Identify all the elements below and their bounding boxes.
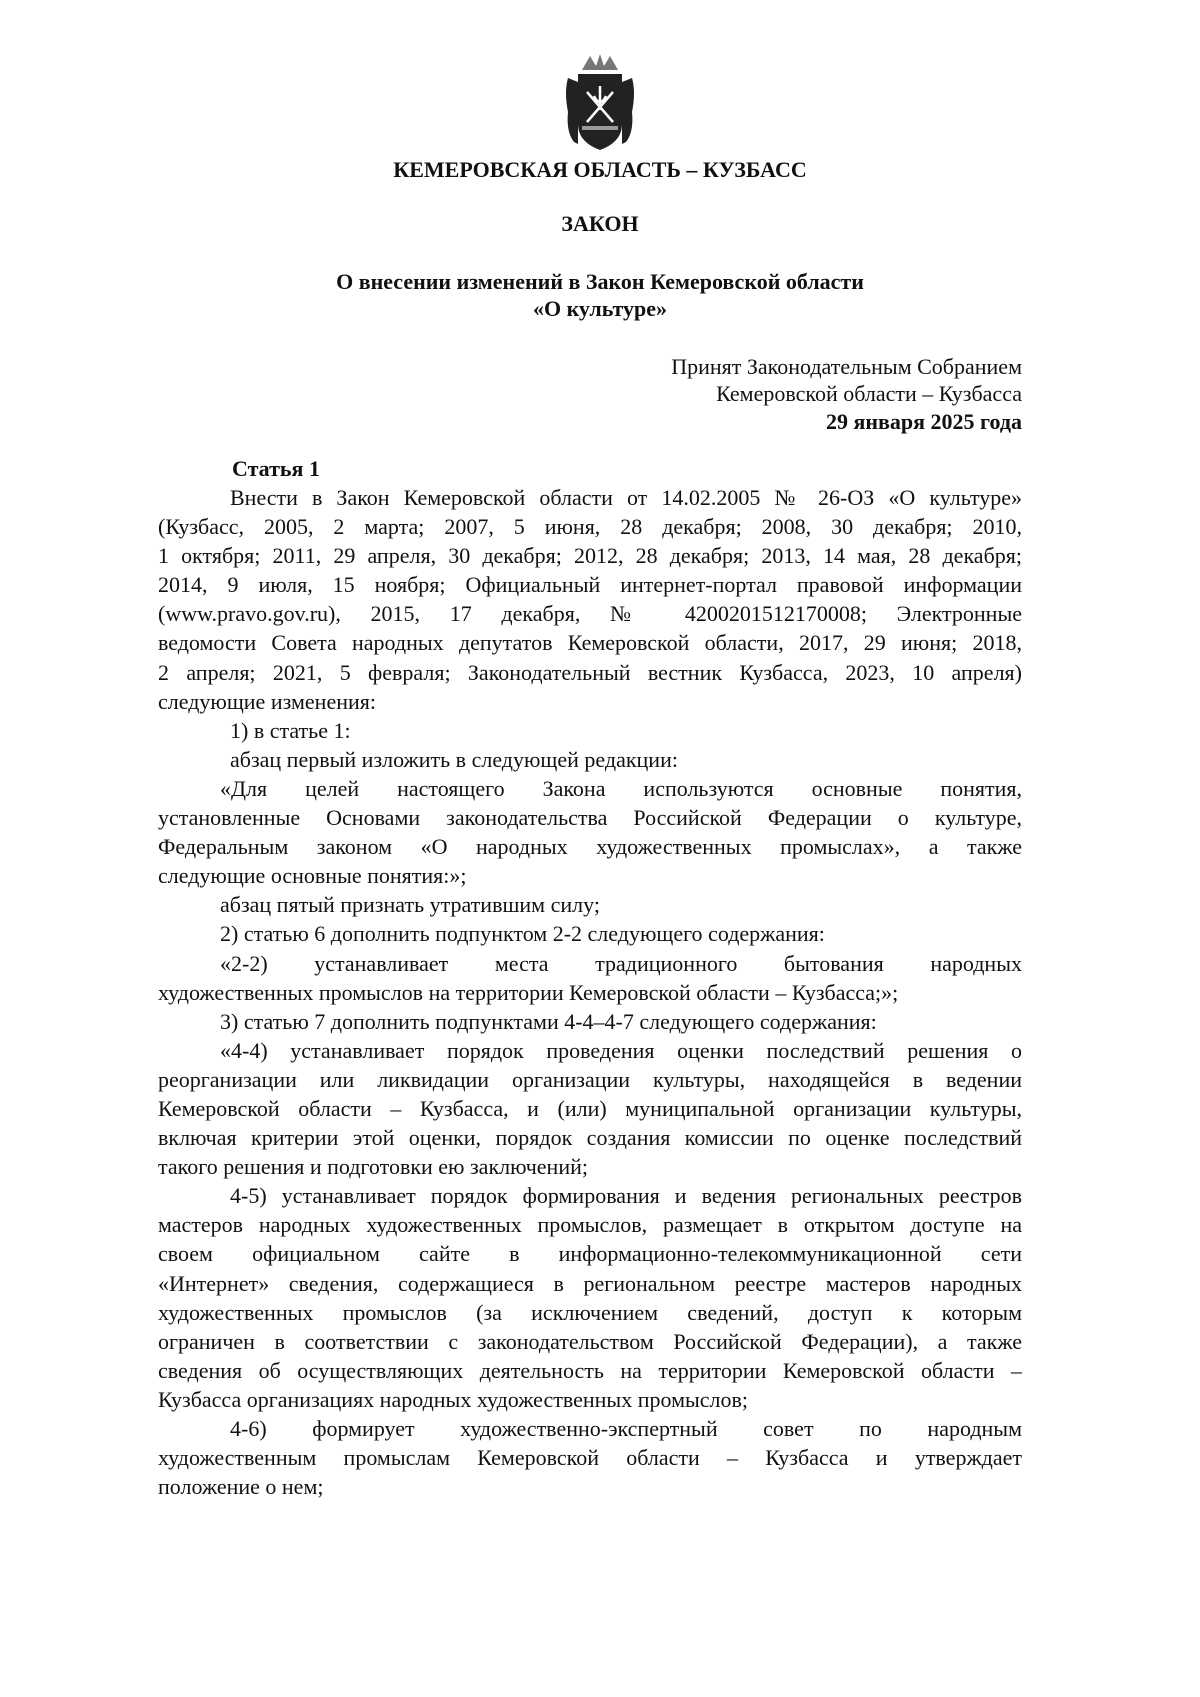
body-text-line: своем официальном сайте в информационно-телекоммуникационной сети (158, 1241, 1022, 1267)
body-text-line: следующие изменения: (158, 688, 376, 714)
body-text-line: следующие основные понятия:»; (158, 863, 467, 889)
body-text-line: (www.pravo.gov.ru), 2015, 17 декабря, № 4200201512170008; Электронные (158, 601, 1022, 627)
law-title-line-2: «О культуре» (532, 296, 668, 321)
body-text-line: Внести в Закон Кемеровской области от 14.02.2005 № 26-ОЗ «О культуре» (230, 485, 1022, 510)
body-text-line: художественным промыслам Кемеровской области – Кузбасса и утверждает (158, 1445, 1022, 1471)
adoption-line-2: Кемеровской области – Кузбасса (716, 381, 1022, 406)
law-title-line-1: О внесении изменений в Закон Кемеровской области (336, 269, 864, 294)
body-text-line: 1 октября; 2011, 29 апреля, 30 декабря; 2012, 28 декабря; 2013, 14 мая, 28 декабря; (158, 543, 1022, 569)
body-text-line: установленные Основами законодательства Российской Федерации о культуре, (158, 805, 1022, 831)
body-text-line: положение о нем; (158, 1474, 324, 1500)
body-text-line: 2) статью 6 дополнить подпунктом 2-2 следующего содержания: (220, 921, 825, 947)
body-text-line: 2 апреля; 2021, 5 февраля; Законодательный вестник Кузбасса, 2023, 10 апреля) (158, 659, 1022, 685)
body-text-line: мастеров народных художественных промыслов, размещает в открытом доступе на (158, 1212, 1022, 1238)
body-text-line: 1) в статье 1: (230, 717, 351, 743)
document-type: ЗАКОН (561, 211, 639, 236)
body-text-line: 4-6) формирует художественно-экспертный совет по народным (230, 1416, 1022, 1441)
body-text-line: включая критерии этой оценки, порядок создания комиссии по оценке последствий (158, 1125, 1022, 1151)
article-body (158, 483, 1022, 1501)
body-text-line: ограничен в соответствии с законодательством Российской Федерации), а также (158, 1328, 1022, 1354)
body-text-line: (Кузбасс, 2005, 2 марта; 2007, 5 июня, 28 декабря; 2008, 30 декабря; 2010, (158, 514, 1022, 540)
body-text-line: художественных промыслов на территории Кемеровской области – Кузбасса;»; (158, 979, 899, 1005)
adoption-date: 29 января 2025 года (825, 409, 1022, 434)
body-text-line: 3) статью 7 дополнить подпунктами 4-4–4-7 следующего содержания: (220, 1008, 877, 1034)
body-text-line: «4-4) устанавливает порядок проведения оценки последствий решения о (220, 1037, 1022, 1063)
body-text-line: художественных промыслов (за исключением сведений, доступ к которым (158, 1299, 1022, 1325)
body-text-line: 2014, 9 июля, 15 ноября; Официальный интернет-портал правовой информации (158, 572, 1022, 598)
region-heading: КЕМЕРОВСКАЯ ОБЛАСТЬ – КУЗБАСС (393, 157, 807, 182)
body-text-line: реорганизации или ликвидации организации культуры, находящейся в ведении (158, 1066, 1022, 1092)
body-text-line: Кемеровской области – Кузбасса, и (или) муниципальной организации культуры, (158, 1095, 1022, 1121)
coat-of-arms-emblem (560, 52, 640, 154)
body-text-line: сведения об осуществляющих деятельность на территории Кемеровской области – (158, 1357, 1022, 1383)
article-heading: Статья 1 (232, 456, 320, 481)
body-text-line: абзац пятый признать утратившим силу; (220, 892, 600, 918)
body-text-line: Федеральным законом «О народных художественных промыслах», а также (158, 834, 1022, 860)
body-text-line: «Для целей настоящего Закона используются основные понятия, (220, 775, 1022, 801)
body-text-line: ведомости Совета народных депутатов Кемеровской области, 2017, 29 июня; 2018, (158, 630, 1022, 656)
body-text-line: «Интернет» сведения, содержащиеся в региональном реестре мастеров народных (158, 1270, 1022, 1296)
body-text-line: 4-5) устанавливает порядок формирования и ведения региональных реестров (230, 1183, 1022, 1209)
adoption-line-1: Принят Законодательным Собранием (671, 354, 1022, 379)
body-text-line: такого решения и подготовки ею заключений; (158, 1154, 588, 1180)
body-text-line: абзац первый изложить в следующей редакции: (230, 746, 678, 772)
body-text-line: «2-2) устанавливает места традиционного бытования народных (220, 950, 1022, 976)
body-text-line: Кузбасса организациях народных художественных промыслов; (158, 1386, 749, 1412)
